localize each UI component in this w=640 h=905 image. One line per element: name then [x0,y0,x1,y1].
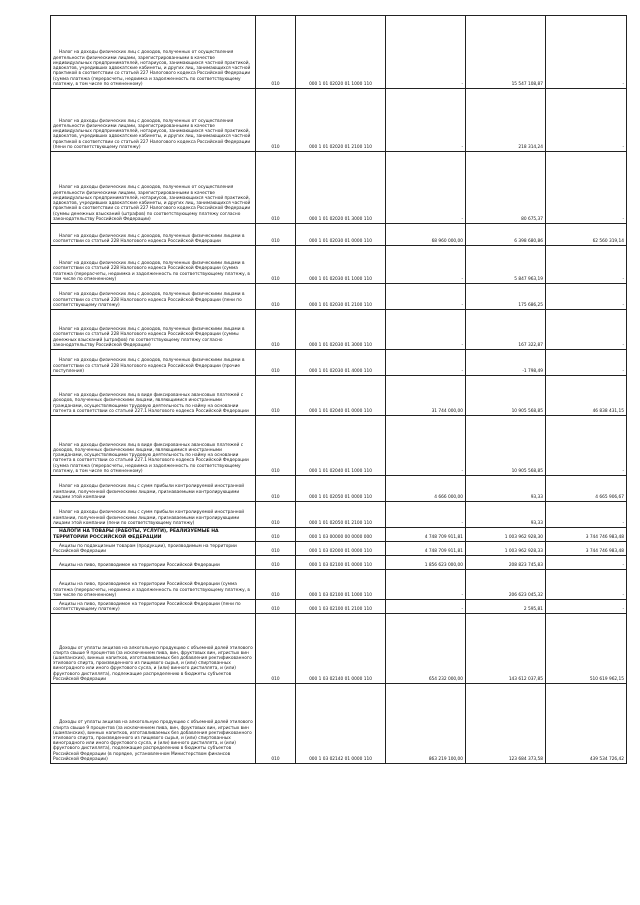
row-budget-code: 000 1 03 02142 01 0000 110 [296,684,386,764]
row-approved-amount: - [386,570,466,600]
row-budget-code: 000 1 01 02020 01 3000 110 [296,152,386,224]
row-line-code: 010 [256,16,296,89]
row-unexecuted-amount: - [546,246,627,284]
row-executed-amount: 1 003 962 928,30 [466,528,546,542]
row-unexecuted-amount: - [546,152,627,224]
row-line-code: 010 [256,310,296,350]
row-name: Налог на доходы физических лиц с доходов, полученных физическими лицами в соответствии со статьей 228 Налогового кодекса Российской Федерации (прочие поступления) [51,350,256,376]
table-row [51,310,627,350]
row-budget-code: 000 1 01 02040 01 0000 110 [296,376,386,416]
row-approved-amount: - [386,350,466,376]
table-row [51,476,627,502]
row-line-code: 010 [256,502,296,528]
row-name: Налог на доходы физических лиц с доходов, полученных физическими лицами в соответствии со статьей 228 Налогового кодекса Российской Федерации [51,224,256,246]
table-row [51,89,627,152]
row-line-code: 010 [256,556,296,570]
row-executed-amount: 218 314,24 [466,89,546,152]
row-line-code: 010 [256,476,296,502]
row-name: Налог на доходы физических лиц с доходов, полученных физическими лицами в соответствии со статьей 228 Налогового кодекса Российской Федерации (сумма платежа (перерасчеты, недоимка и задолженность по соответствующему платежу, в том числе по отмененному) [51,246,256,284]
row-name: Акцизы по подакцизным товарам (продукции), производимым на территории Российской Федерации [51,542,256,556]
row-name: Налог на доходы физических лиц с доходов, полученных от осуществления деятельности физическими лицами, зарегистрированными в качестве индивидуальных предпринимателей, нотариусов, занимающихся частной практикой, адвокатов, учредивших адвокатские кабинеты, и других лиц, занимающихся частной практикой в соответствии со статьей 227 Налогового кодекса Российской Федерации (сумма платежа (перерасчеты, недоимка и задолженность по соответствующему платежу, в том числе по отмененному) [51,16,256,89]
row-unexecuted-amount: 3 744 746 983,48 [546,528,627,542]
table-row [51,570,627,600]
row-unexecuted-amount: - [546,16,627,89]
row-unexecuted-amount: 3 744 746 983,48 [546,542,627,556]
table-row [51,528,627,542]
row-approved-amount: 4 748 709 911,81 [386,542,466,556]
row-executed-amount: 5 847 963,19 [466,246,546,284]
row-approved-amount: 863 219 100,00 [386,684,466,764]
row-unexecuted-amount: 439 534 726,42 [546,684,627,764]
row-executed-amount: 175 686,25 [466,284,546,310]
row-executed-amount: 93,33 [466,502,546,528]
row-name: Доходы от уплаты акцизов на алкогольную продукцию с объемной долей этилового спирта свыше 9 процентов (за исключением пива, вин, фруктовых вин, игристых вин (шампанских), винных напитков, изготавливаемых без добавления ректификованного этилового спирта, произведенного из пищевого сырья, и (или) спиртованных виноградного или иного фруктового сусла, и (или) винного дистиллята, и (или) фруктового дистиллята), подлежащие распределению в бюджеты субъектов Российской Федерации [51,614,256,684]
row-executed-amount: 10 905 568,85 [466,376,546,416]
row-approved-amount: 68 960 000,00 [386,224,466,246]
row-unexecuted-amount: - [546,416,627,476]
row-line-code: 010 [256,246,296,284]
table-row [51,16,627,89]
row-executed-amount: 80 675,37 [466,152,546,224]
row-line-code: 010 [256,542,296,556]
row-executed-amount: 6 398 680,86 [466,224,546,246]
row-budget-code: 000 1 03 02000 01 0000 110 [296,542,386,556]
row-budget-code: 000 1 03 02140 01 0000 110 [296,614,386,684]
row-unexecuted-amount: - [546,502,627,528]
row-line-code: 010 [256,600,296,614]
row-budget-code: 000 1 01 02050 01 0000 110 [296,476,386,502]
row-line-code: 010 [256,224,296,246]
row-name: Налог на доходы физических лиц в виде фиксированных авансовых платежей с доходов, полученных физическими лицами, являющимися иностранными гражданами, осуществляющими трудовую деятельность по найму на основании патента в соответствии со статьей 227.1 Налогового кодекса Российской Федерации (сумма платежа (перерасчеты, недоимка и задолженность по соответствующему платежу, в том числе по отмененному) [51,416,256,476]
row-unexecuted-amount: - [546,350,627,376]
row-budget-code: 000 1 01 02030 01 0000 110 [296,224,386,246]
row-executed-amount: 123 684 373,58 [466,684,546,764]
row-budget-code: 000 1 01 02030 01 2100 110 [296,284,386,310]
table-row [51,284,627,310]
table-row [51,224,627,246]
row-executed-amount: 10 905 568,85 [466,416,546,476]
row-name: Налог на доходы физических лиц с доходов, полученных физическими лицами в соответствии со статьей 228 Налогового кодекса Российской Федерации (пени по соответствующему платежу) [51,284,256,310]
table-row [51,152,627,224]
row-executed-amount: -1 798,49 [466,350,546,376]
row-budget-code: 000 1 01 02050 01 2100 110 [296,502,386,528]
row-name: Акцизы на пиво, производимое на территории Российской Федерации [51,556,256,570]
row-unexecuted-amount: 62 560 319,14 [546,224,627,246]
table-row [51,542,627,556]
row-budget-code: 000 1 01 02040 01 1000 110 [296,416,386,476]
row-budget-code: 000 1 01 02030 01 4000 110 [296,350,386,376]
row-approved-amount: - [386,246,466,284]
row-executed-amount: 1 003 962 928,33 [466,542,546,556]
table-row [51,416,627,476]
row-budget-code: 000 1 01 02020 01 1000 110 [296,16,386,89]
row-approved-amount: - [386,284,466,310]
row-line-code: 010 [256,570,296,600]
row-name: Доходы от уплаты акцизов на алкогольную продукцию с объемной долей этилового спирта свыше 9 процентов (за исключением пива, вин, фруктовых вин, игристых вин (шампанских), винных напитков, изготавливаемых без добавления ректификованного этилового спирта, произведенного из пищевого сырья, и (или) спиртованных виноградного или иного фруктового сусла, и (или) винного дистиллята, и (или) фруктового дистиллята), подлежащие распределению в бюджеты субъектов Российской Федерации (в порядке, установленном Министерством финансов Российской Федерации) [51,684,256,764]
row-line-code: 010 [256,350,296,376]
row-approved-amount: - [386,310,466,350]
table-row [51,502,627,528]
row-approved-amount: 654 232 000,00 [386,614,466,684]
row-line-code: 010 [256,684,296,764]
row-budget-code: 000 1 03 02100 01 2100 110 [296,600,386,614]
row-unexecuted-amount: 510 619 962,15 [546,614,627,684]
row-approved-amount: - [386,502,466,528]
row-name: Налог на доходы физических лиц с доходов, полученных от осуществления деятельности физическими лицами, зарегистрированными в качестве индивидуальных предпринимателей, нотариусов, занимающихся частной практикой, адвокатов, учредивших адвокатские кабинеты, и других лиц, занимающихся частной практикой в соответствии со статьей 227 Налогового кодекса Российской Федерации (суммы денежных взысканий (штрафов) по соответствующему платежу согласно законодательству Российской Федерации) [51,152,256,224]
row-approved-amount: - [386,152,466,224]
row-budget-code: 000 1 03 00000 00 0000 000 [296,528,386,542]
row-budget-code: 000 1 01 02030 01 1000 110 [296,246,386,284]
row-approved-amount: - [386,16,466,89]
row-approved-amount: - [386,89,466,152]
table-row [51,376,627,416]
row-line-code: 010 [256,528,296,542]
row-executed-amount: 143 612 037,85 [466,614,546,684]
row-name: Налог на доходы физических лиц с доходов, полученных от осуществления деятельности физическими лицами, зарегистрированными в качестве индивидуальных предпринимателей, нотариусов, занимающихся частной практикой, адвокатов, учредивших адвокатские кабинеты, и других лиц, занимающихся частной практикой в соответствии со статьей 227 Налогового кодекса Российской Федерации (пени по соответствующему платежу) [51,89,256,152]
row-unexecuted-amount: - [546,89,627,152]
row-name: НАЛОГИ НА ТОВАРЫ (РАБОТЫ, УСЛУГИ), РЕАЛИЗУЕМЫЕ НА ТЕРРИТОРИИ РОССИЙСКОЙ ФЕДЕРАЦИИ [51,528,256,542]
row-approved-amount: 4 666 000,00 [386,476,466,502]
row-name: Акцизы на пиво, производимое на территории Российской Федерации (пени по соответствующему платежу) [51,600,256,614]
row-name: Налог на доходы физических лиц с доходов, полученных физическими лицами в соответствии со статьей 228 Налогового кодекса Российской Федерации (суммы денежных взысканий (штрафов) по соответствующему платежу согласно законодательству Российской Федерации) [51,310,256,350]
row-approved-amount: - [386,416,466,476]
table-row [51,350,627,376]
table-row [51,556,627,570]
row-name: Налог на доходы физических лиц в виде фиксированных авансовых платежей с доходов, полученных физическими лицами, являющимися иностранными гражданами, осуществляющими трудовую деятельность по найму на основании патента в соответствии со статьей 227.1 Налогового кодекса Российской Федерации [51,376,256,416]
table-row [51,684,627,764]
row-line-code: 010 [256,284,296,310]
row-executed-amount: 206 623 045,32 [466,570,546,600]
row-line-code: 010 [256,89,296,152]
revenue-report-table [50,15,627,764]
row-approved-amount: 31 744 000,00 [386,376,466,416]
row-budget-code: 000 1 03 02100 01 0000 110 [296,556,386,570]
table-row [51,246,627,284]
row-budget-code: 000 1 03 02100 01 1000 110 [296,570,386,600]
row-unexecuted-amount: - [546,600,627,614]
table-row [51,614,627,684]
row-name: Налог на доходы физических лиц с сумм прибыли контролируемой иностранной компании, полученной физическими лицами, признаваемыми контролирующими лицами этой компании [51,476,256,502]
row-executed-amount: 2 595,81 [466,600,546,614]
row-line-code: 010 [256,376,296,416]
row-executed-amount: 167 322,87 [466,310,546,350]
row-approved-amount: - [386,600,466,614]
row-name: Налог на доходы физических лиц с сумм прибыли контролируемой иностранной компании, полученной физическими лицами, признаваемыми контролирующими лицами этой компании (пени по соответствующему платежу) [51,502,256,528]
row-unexecuted-amount: - [546,284,627,310]
row-unexecuted-amount: - [546,570,627,600]
row-line-code: 010 [256,416,296,476]
row-executed-amount: 208 823 745,83 [466,556,546,570]
report-body [51,16,627,764]
row-executed-amount: 93,33 [466,476,546,502]
row-approved-amount: 1 856 623 000,00 [386,556,466,570]
row-approved-amount: 4 748 709 911,81 [386,528,466,542]
row-budget-code: 000 1 01 02020 01 2100 110 [296,89,386,152]
row-unexecuted-amount: 4 665 906,67 [546,476,627,502]
row-name: Акцизы на пиво, производимое на территории Российской Федерации (сумма платежа (перерасчеты, недоимка и задолженность по соответствующему платежу, в том числе по отмененному) [51,570,256,600]
row-unexecuted-amount: 46 838 431,15 [546,376,627,416]
table-row [51,600,627,614]
row-unexecuted-amount: - [546,310,627,350]
row-budget-code: 000 1 01 02030 01 3000 110 [296,310,386,350]
row-line-code: 010 [256,614,296,684]
row-line-code: 010 [256,152,296,224]
row-executed-amount: 15 547 108,87 [466,16,546,89]
row-unexecuted-amount: - [546,556,627,570]
